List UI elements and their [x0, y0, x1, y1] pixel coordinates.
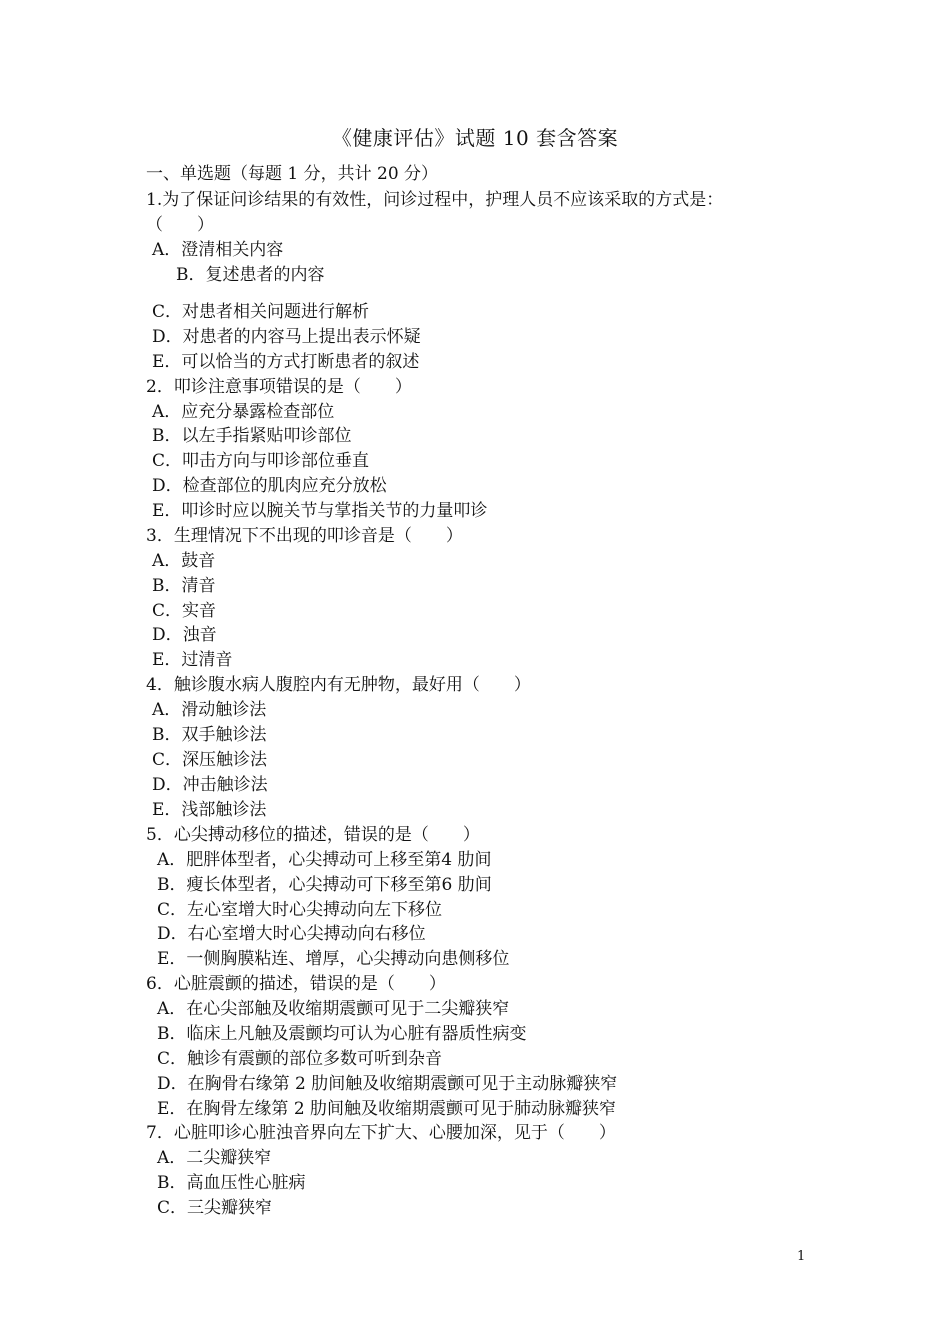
question-5-stem: 5．心尖搏动移位的描述，错误的是（ ）	[146, 825, 480, 845]
question-1-stem: 1.为了保证问诊结果的有效性，问诊过程中，护理人员不应该采取的方式是：	[146, 190, 724, 210]
question-5-option-a: A．肥胖体型者，心尖搏动可上移至第4 肋间	[157, 850, 492, 870]
question-2-option-b: B．以左手指紧贴叩诊部位	[152, 426, 352, 446]
question-2-stem: 2．叩诊注意事项错误的是（ ）	[146, 377, 412, 397]
question-4-option-b: B．双手触诊法	[152, 725, 267, 745]
question-3-option-e: E．过清音	[152, 650, 233, 670]
question-7-option-b: B．高血压性心脏病	[157, 1173, 306, 1193]
question-1-option-e: E．可以恰当的方式打断患者的叙述	[152, 352, 420, 372]
section-heading: 一、单选题（每题 1 分，共计 20 分）	[146, 164, 439, 184]
question-3-option-c: C．实音	[152, 601, 217, 621]
question-1-option-a: A．澄清相关内容	[152, 240, 284, 260]
question-4-option-d: D．冲击触诊法	[152, 775, 268, 795]
question-7-option-c: C．三尖瓣狭窄	[157, 1198, 273, 1218]
question-6-option-d: D．在胸骨右缘第 2 肋间触及收缩期震颤可见于主动脉瓣狭窄	[157, 1074, 618, 1094]
question-6-option-a: A．在心尖部触及收缩期震颤可见于二尖瓣狭窄	[157, 999, 510, 1019]
question-6-option-c: C．触诊有震颤的部位多数可听到杂音	[157, 1049, 443, 1069]
question-3-option-b: B．清音	[152, 576, 216, 596]
question-1-blank: （ ）	[146, 215, 214, 235]
document-title: 《健康评估》试题 10 套含答案	[331, 126, 619, 150]
question-1-option-d: D．对患者的内容马上提出表示怀疑	[152, 327, 421, 347]
question-5-option-b: B．瘦长体型者，心尖搏动可下移至第6 肋间	[157, 875, 492, 895]
question-6-stem: 6．心脏震颤的描述，错误的是（ ）	[146, 974, 446, 994]
question-2-option-a: A．应充分暴露检查部位	[152, 402, 335, 422]
question-3-option-d: D．浊音	[152, 625, 217, 645]
question-5-option-d: D．右心室增大时心尖搏动向右移位	[157, 924, 426, 944]
question-7-stem: 7．心脏叩诊心脏浊音界向左下扩大、心腰加深，见于（ ）	[146, 1123, 616, 1143]
question-5-option-e: E．一侧胸膜粘连、增厚，心尖搏动向患侧移位	[157, 949, 510, 969]
page-number: 1	[797, 1249, 806, 1264]
question-5-option-c: C．左心室增大时心尖搏动向左下移位	[157, 900, 443, 920]
question-4-option-c: C．深压触诊法	[152, 750, 268, 770]
question-3-option-a: A．鼓音	[152, 551, 216, 571]
question-3-stem: 3．生理情况下不出现的叩诊音是（ ）	[146, 526, 463, 546]
question-2-option-d: D．检查部位的肌肉应充分放松	[152, 476, 387, 496]
question-4-stem: 4．触诊腹水病人腹腔内有无肿物，最好用（ ）	[146, 675, 531, 695]
question-6-option-b: B．临床上凡触及震颤均可认为心脏有器质性病变	[157, 1024, 527, 1044]
question-4-option-a: A．滑动触诊法	[152, 700, 267, 720]
question-7-option-a: A．二尖瓣狭窄	[157, 1148, 272, 1168]
question-2-option-e: E．叩诊时应以腕关节与掌指关节的力量叩诊	[152, 501, 488, 521]
question-2-option-c: C．叩击方向与叩诊部位垂直	[152, 451, 370, 471]
question-1-option-b: B．复述患者的内容	[176, 265, 325, 285]
question-1-option-c: C．对患者相关问题进行解析	[152, 302, 370, 322]
question-4-option-e: E．浅部触诊法	[152, 800, 267, 820]
question-6-option-e: E．在胸骨左缘第 2 肋间触及收缩期震颤可见于肺动脉瓣狭窄	[157, 1099, 617, 1119]
